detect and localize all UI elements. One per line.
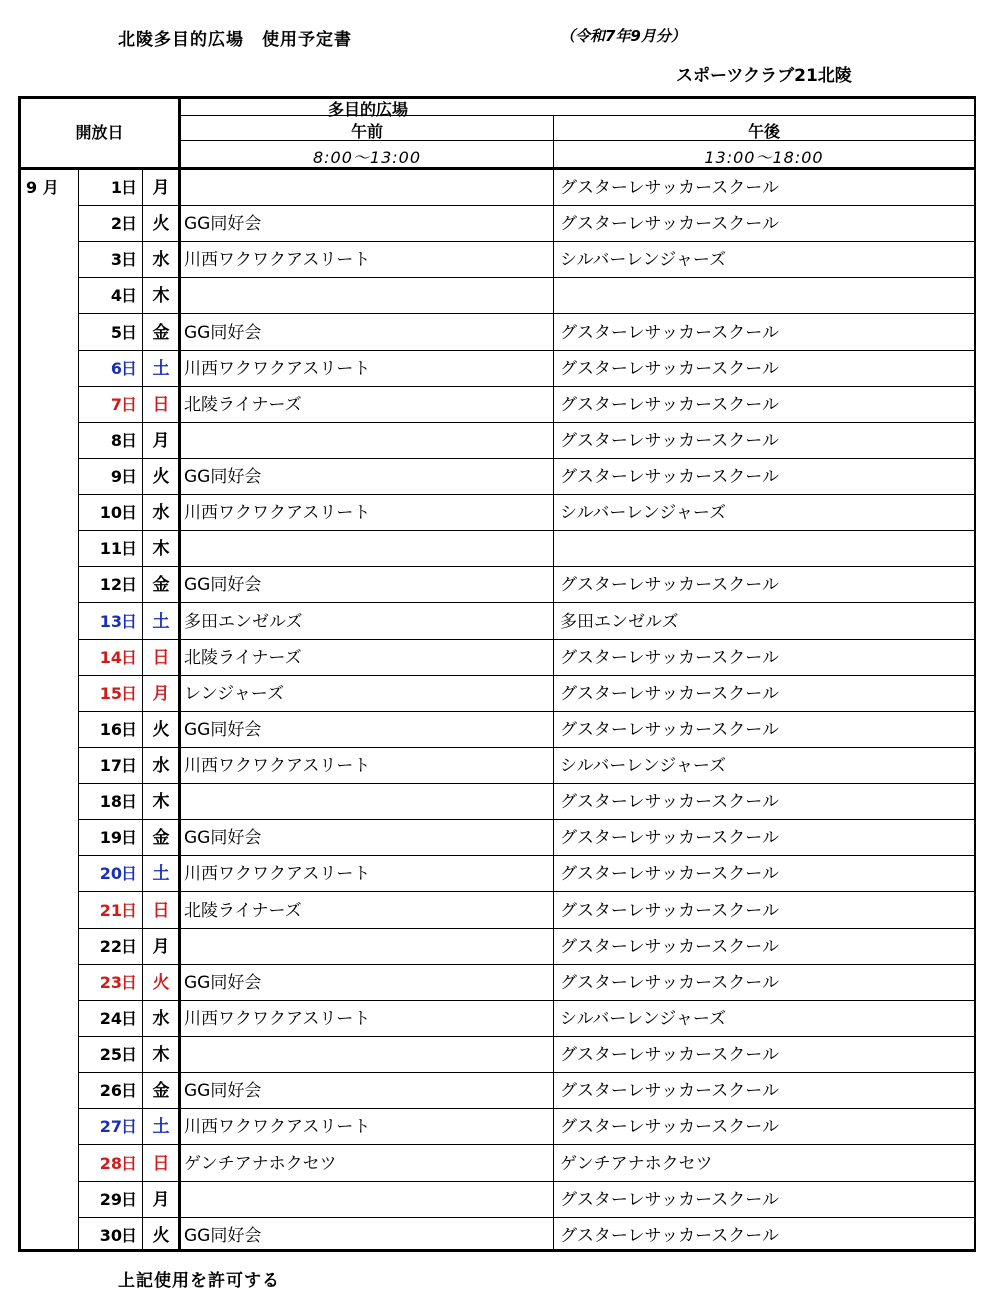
day-number: 10 xyxy=(99,503,122,523)
table-row xyxy=(18,712,976,748)
day-number: 23 xyxy=(99,972,122,992)
pm-user: 多田エンゼルズ xyxy=(560,611,679,632)
pm-user: ゲンチアナホクセツ xyxy=(560,1153,713,1174)
pm-user: グスターレサッカースクール xyxy=(560,719,779,740)
table-row xyxy=(18,1109,976,1145)
pm-user: グスターレサッカースクール xyxy=(560,214,779,235)
day-unit: 日 xyxy=(120,214,137,234)
day-of-week: 土 xyxy=(152,864,170,885)
pm-user: グスターレサッカースクール xyxy=(560,972,779,993)
day-number: 6 xyxy=(110,358,122,378)
day-unit: 日 xyxy=(120,358,137,378)
am-user: 川西ワクワクアスリート xyxy=(184,1008,371,1029)
am-user xyxy=(182,929,554,965)
day-of-week: 火 xyxy=(152,1225,170,1246)
pm-user: グスターレサッカースクール xyxy=(560,1189,779,1210)
day-unit: 日 xyxy=(120,178,137,197)
am-user: GG同好会 xyxy=(184,719,262,740)
pm-user: グスターレサッカースクール xyxy=(560,683,779,704)
am-user xyxy=(182,1037,554,1073)
day-number: 9 xyxy=(110,467,122,487)
table-row xyxy=(18,531,976,567)
month-cell: 9 月 xyxy=(26,178,59,197)
pm-user xyxy=(558,531,974,567)
day-unit: 日 xyxy=(120,286,137,306)
pm-user: グスターレサッカースクール xyxy=(560,178,779,198)
approval-note: 上記使用を許可する xyxy=(118,1271,280,1291)
day-of-week: 月 xyxy=(152,936,170,957)
am-user: 川西ワクワクアスリート xyxy=(184,503,371,524)
day-of-week: 月 xyxy=(152,430,170,451)
table-row xyxy=(18,1037,976,1073)
table-row xyxy=(18,784,976,820)
pm-user: グスターレサッカースクール xyxy=(560,430,779,451)
table-row xyxy=(18,387,976,423)
day-unit: 日 xyxy=(120,864,137,884)
day-unit: 日 xyxy=(120,1117,137,1137)
day-number: 5 xyxy=(110,322,122,342)
day-of-week: 水 xyxy=(152,1008,170,1029)
am-user: 多田エンゼルズ xyxy=(184,611,303,632)
day-unit: 日 xyxy=(120,430,137,450)
am-user: GG同好会 xyxy=(184,1081,262,1102)
pm-user: グスターレサッカースクール xyxy=(560,647,779,668)
pm-user: シルバーレンジャーズ xyxy=(560,250,727,271)
club-name: スポーツクラブ21北陵 xyxy=(676,66,852,86)
day-number: 21 xyxy=(99,900,122,920)
day-number: 26 xyxy=(99,1081,122,1101)
day-unit: 日 xyxy=(120,792,137,812)
table-row xyxy=(18,206,976,242)
am-user xyxy=(182,784,554,820)
day-of-week: 日 xyxy=(152,394,170,415)
day-of-week: 日 xyxy=(152,1153,170,1174)
am-user xyxy=(182,1182,554,1218)
pm-user: グスターレサッカースクール xyxy=(560,1225,779,1246)
day-unit: 日 xyxy=(120,1045,137,1065)
day-of-week: 土 xyxy=(152,358,170,379)
day-of-week: 木 xyxy=(152,286,170,307)
am-user: 北陵ライナーズ xyxy=(184,900,302,921)
day-unit: 日 xyxy=(120,250,137,270)
day-of-week: 金 xyxy=(152,322,170,343)
day-number: 16 xyxy=(99,719,122,739)
day-unit: 日 xyxy=(120,647,137,667)
day-of-week: 月 xyxy=(152,1189,170,1210)
day-number: 4 xyxy=(110,286,122,306)
pm-user: グスターレサッカースクール xyxy=(560,900,779,921)
table-row xyxy=(18,170,976,206)
table-row xyxy=(18,604,976,640)
day-unit: 日 xyxy=(120,539,137,559)
am-user: 川西ワクワクアスリート xyxy=(184,756,371,777)
day-unit: 日 xyxy=(120,575,137,595)
day-unit: 日 xyxy=(120,683,137,703)
table-row xyxy=(18,820,976,856)
day-unit: 日 xyxy=(120,1081,137,1101)
am-user: GG同好会 xyxy=(184,828,262,849)
day-number: 2 xyxy=(110,214,122,234)
table-row xyxy=(18,1182,976,1218)
day-number: 14 xyxy=(99,647,122,667)
pm-user: グスターレサッカースクール xyxy=(560,792,779,813)
am-user: レンジャーズ xyxy=(184,683,284,704)
day-number: 13 xyxy=(99,611,122,631)
am-pm-divider xyxy=(553,170,554,1250)
open-day-header: 開放日 xyxy=(75,123,124,142)
day-unit: 日 xyxy=(120,900,137,920)
pm-user: グスターレサッカースクール xyxy=(560,322,779,343)
day-number: 27 xyxy=(99,1117,122,1137)
day-of-week: 水 xyxy=(152,250,170,271)
day-of-week: 木 xyxy=(152,539,170,560)
am-user: 北陵ライナーズ xyxy=(184,647,302,668)
table-row xyxy=(18,748,976,784)
am-user: GG同好会 xyxy=(184,214,262,235)
day-of-week: 木 xyxy=(152,1045,170,1066)
am-header: 午前 xyxy=(350,122,383,141)
month-divider xyxy=(78,170,79,1250)
table-row xyxy=(18,315,976,351)
am-user: GG同好会 xyxy=(184,1225,262,1246)
am-time-header: 8:00～13:00 xyxy=(312,148,422,167)
day-number: 17 xyxy=(99,756,122,776)
day-number: 11 xyxy=(99,539,122,559)
day-unit: 日 xyxy=(120,972,137,992)
am-user: 北陵ライナーズ xyxy=(184,394,302,415)
table-row xyxy=(18,856,976,892)
day-of-week: 木 xyxy=(152,792,170,813)
document-title: 北陵多目的広場 使用予定書 xyxy=(118,30,352,50)
pm-user: グスターレサッカースクール xyxy=(560,467,779,488)
day-unit: 日 xyxy=(120,756,137,776)
day-number: 25 xyxy=(99,1045,122,1065)
day-unit: 日 xyxy=(120,828,137,848)
day-unit: 日 xyxy=(120,503,137,523)
am-user: 川西ワクワクアスリート xyxy=(184,1117,371,1138)
day-unit: 日 xyxy=(120,322,137,342)
day-of-week: 火 xyxy=(152,214,170,235)
table-row xyxy=(18,1218,976,1254)
day-of-week: 日 xyxy=(152,900,170,921)
table-row xyxy=(18,965,976,1001)
pm-user: グスターレサッカースクール xyxy=(560,936,779,957)
day-number: 1 xyxy=(110,178,122,197)
day-of-week: 火 xyxy=(152,719,170,740)
table-row xyxy=(18,242,976,278)
day-number: 29 xyxy=(99,1189,122,1209)
am-user xyxy=(182,170,554,206)
pm-header: 午後 xyxy=(747,122,780,141)
table-row xyxy=(18,640,976,676)
day-unit: 日 xyxy=(120,1225,137,1245)
table-row xyxy=(18,459,976,495)
day-number: 22 xyxy=(99,936,122,956)
pm-user xyxy=(558,278,974,314)
am-user: ゲンチアナホクセツ xyxy=(184,1153,337,1174)
day-unit: 日 xyxy=(120,1008,137,1028)
day-of-week: 日 xyxy=(152,647,170,668)
table-row xyxy=(18,278,976,314)
day-of-week: 土 xyxy=(152,611,170,632)
day-of-week: 金 xyxy=(152,1081,170,1102)
day-of-week: 月 xyxy=(152,178,170,198)
day-number: 19 xyxy=(99,828,122,848)
day-unit: 日 xyxy=(120,936,137,956)
pm-user: グスターレサッカースクール xyxy=(560,1045,779,1066)
schedule-table xyxy=(18,96,976,1252)
day-divider xyxy=(142,170,143,1250)
pm-user: グスターレサッカースクール xyxy=(560,575,779,596)
day-number: 3 xyxy=(110,250,122,270)
day-unit: 日 xyxy=(120,467,137,487)
day-number: 15 xyxy=(99,683,122,703)
day-number: 7 xyxy=(110,394,122,414)
pm-user: シルバーレンジャーズ xyxy=(560,1008,727,1029)
table-row xyxy=(18,929,976,965)
day-of-week: 水 xyxy=(152,756,170,777)
table-row xyxy=(18,1001,976,1037)
am-user: GG同好会 xyxy=(184,575,262,596)
day-number: 20 xyxy=(99,864,122,884)
day-number: 12 xyxy=(99,575,122,595)
period-label: （令和7年9月分） xyxy=(560,27,686,45)
pm-user: グスターレサッカースクール xyxy=(560,1081,779,1102)
am-user: 川西ワクワクアスリート xyxy=(184,864,371,885)
table-row xyxy=(18,676,976,712)
facility-header: 多目的広場 xyxy=(327,100,408,119)
day-of-week: 金 xyxy=(152,828,170,849)
pm-user: グスターレサッカースクール xyxy=(560,1117,779,1138)
table-row xyxy=(18,1073,976,1109)
table-row xyxy=(18,567,976,603)
day-of-week: 火 xyxy=(152,972,170,993)
am-user: GG同好会 xyxy=(184,322,262,343)
table-row xyxy=(18,351,976,387)
table-row xyxy=(18,495,976,531)
pm-time-header: 13:00～18:00 xyxy=(704,148,824,167)
pm-user: グスターレサッカースクール xyxy=(560,358,779,379)
day-unit: 日 xyxy=(120,1153,137,1173)
table-row xyxy=(18,1146,976,1182)
day-number: 8 xyxy=(110,430,122,450)
am-user xyxy=(182,531,554,567)
am-user: 川西ワクワクアスリート xyxy=(184,358,371,379)
table-row xyxy=(18,423,976,459)
day-of-week: 水 xyxy=(152,503,170,524)
am-user: 川西ワクワクアスリート xyxy=(184,250,371,271)
am-user xyxy=(182,423,554,459)
pm-user: シルバーレンジャーズ xyxy=(560,503,727,524)
am-user: GG同好会 xyxy=(184,972,262,993)
day-unit: 日 xyxy=(120,394,137,414)
pm-user: シルバーレンジャーズ xyxy=(560,756,727,777)
day-unit: 日 xyxy=(120,611,137,631)
am-user xyxy=(182,278,554,314)
day-number: 24 xyxy=(99,1008,122,1028)
table-row xyxy=(18,893,976,929)
pm-user: グスターレサッカースクール xyxy=(560,828,779,849)
day-unit: 日 xyxy=(120,1189,137,1209)
day-of-week: 火 xyxy=(152,467,170,488)
day-unit: 日 xyxy=(120,719,137,739)
day-number: 30 xyxy=(99,1225,122,1245)
day-number: 28 xyxy=(99,1153,122,1173)
am-user: GG同好会 xyxy=(184,467,262,488)
pm-user: グスターレサッカースクール xyxy=(560,864,779,885)
table-top-border xyxy=(18,96,976,99)
day-number: 18 xyxy=(99,792,122,812)
day-of-week: 土 xyxy=(152,1117,170,1138)
day-of-week: 月 xyxy=(152,683,170,704)
pm-user: グスターレサッカースクール xyxy=(560,394,779,415)
day-of-week: 金 xyxy=(152,575,170,596)
